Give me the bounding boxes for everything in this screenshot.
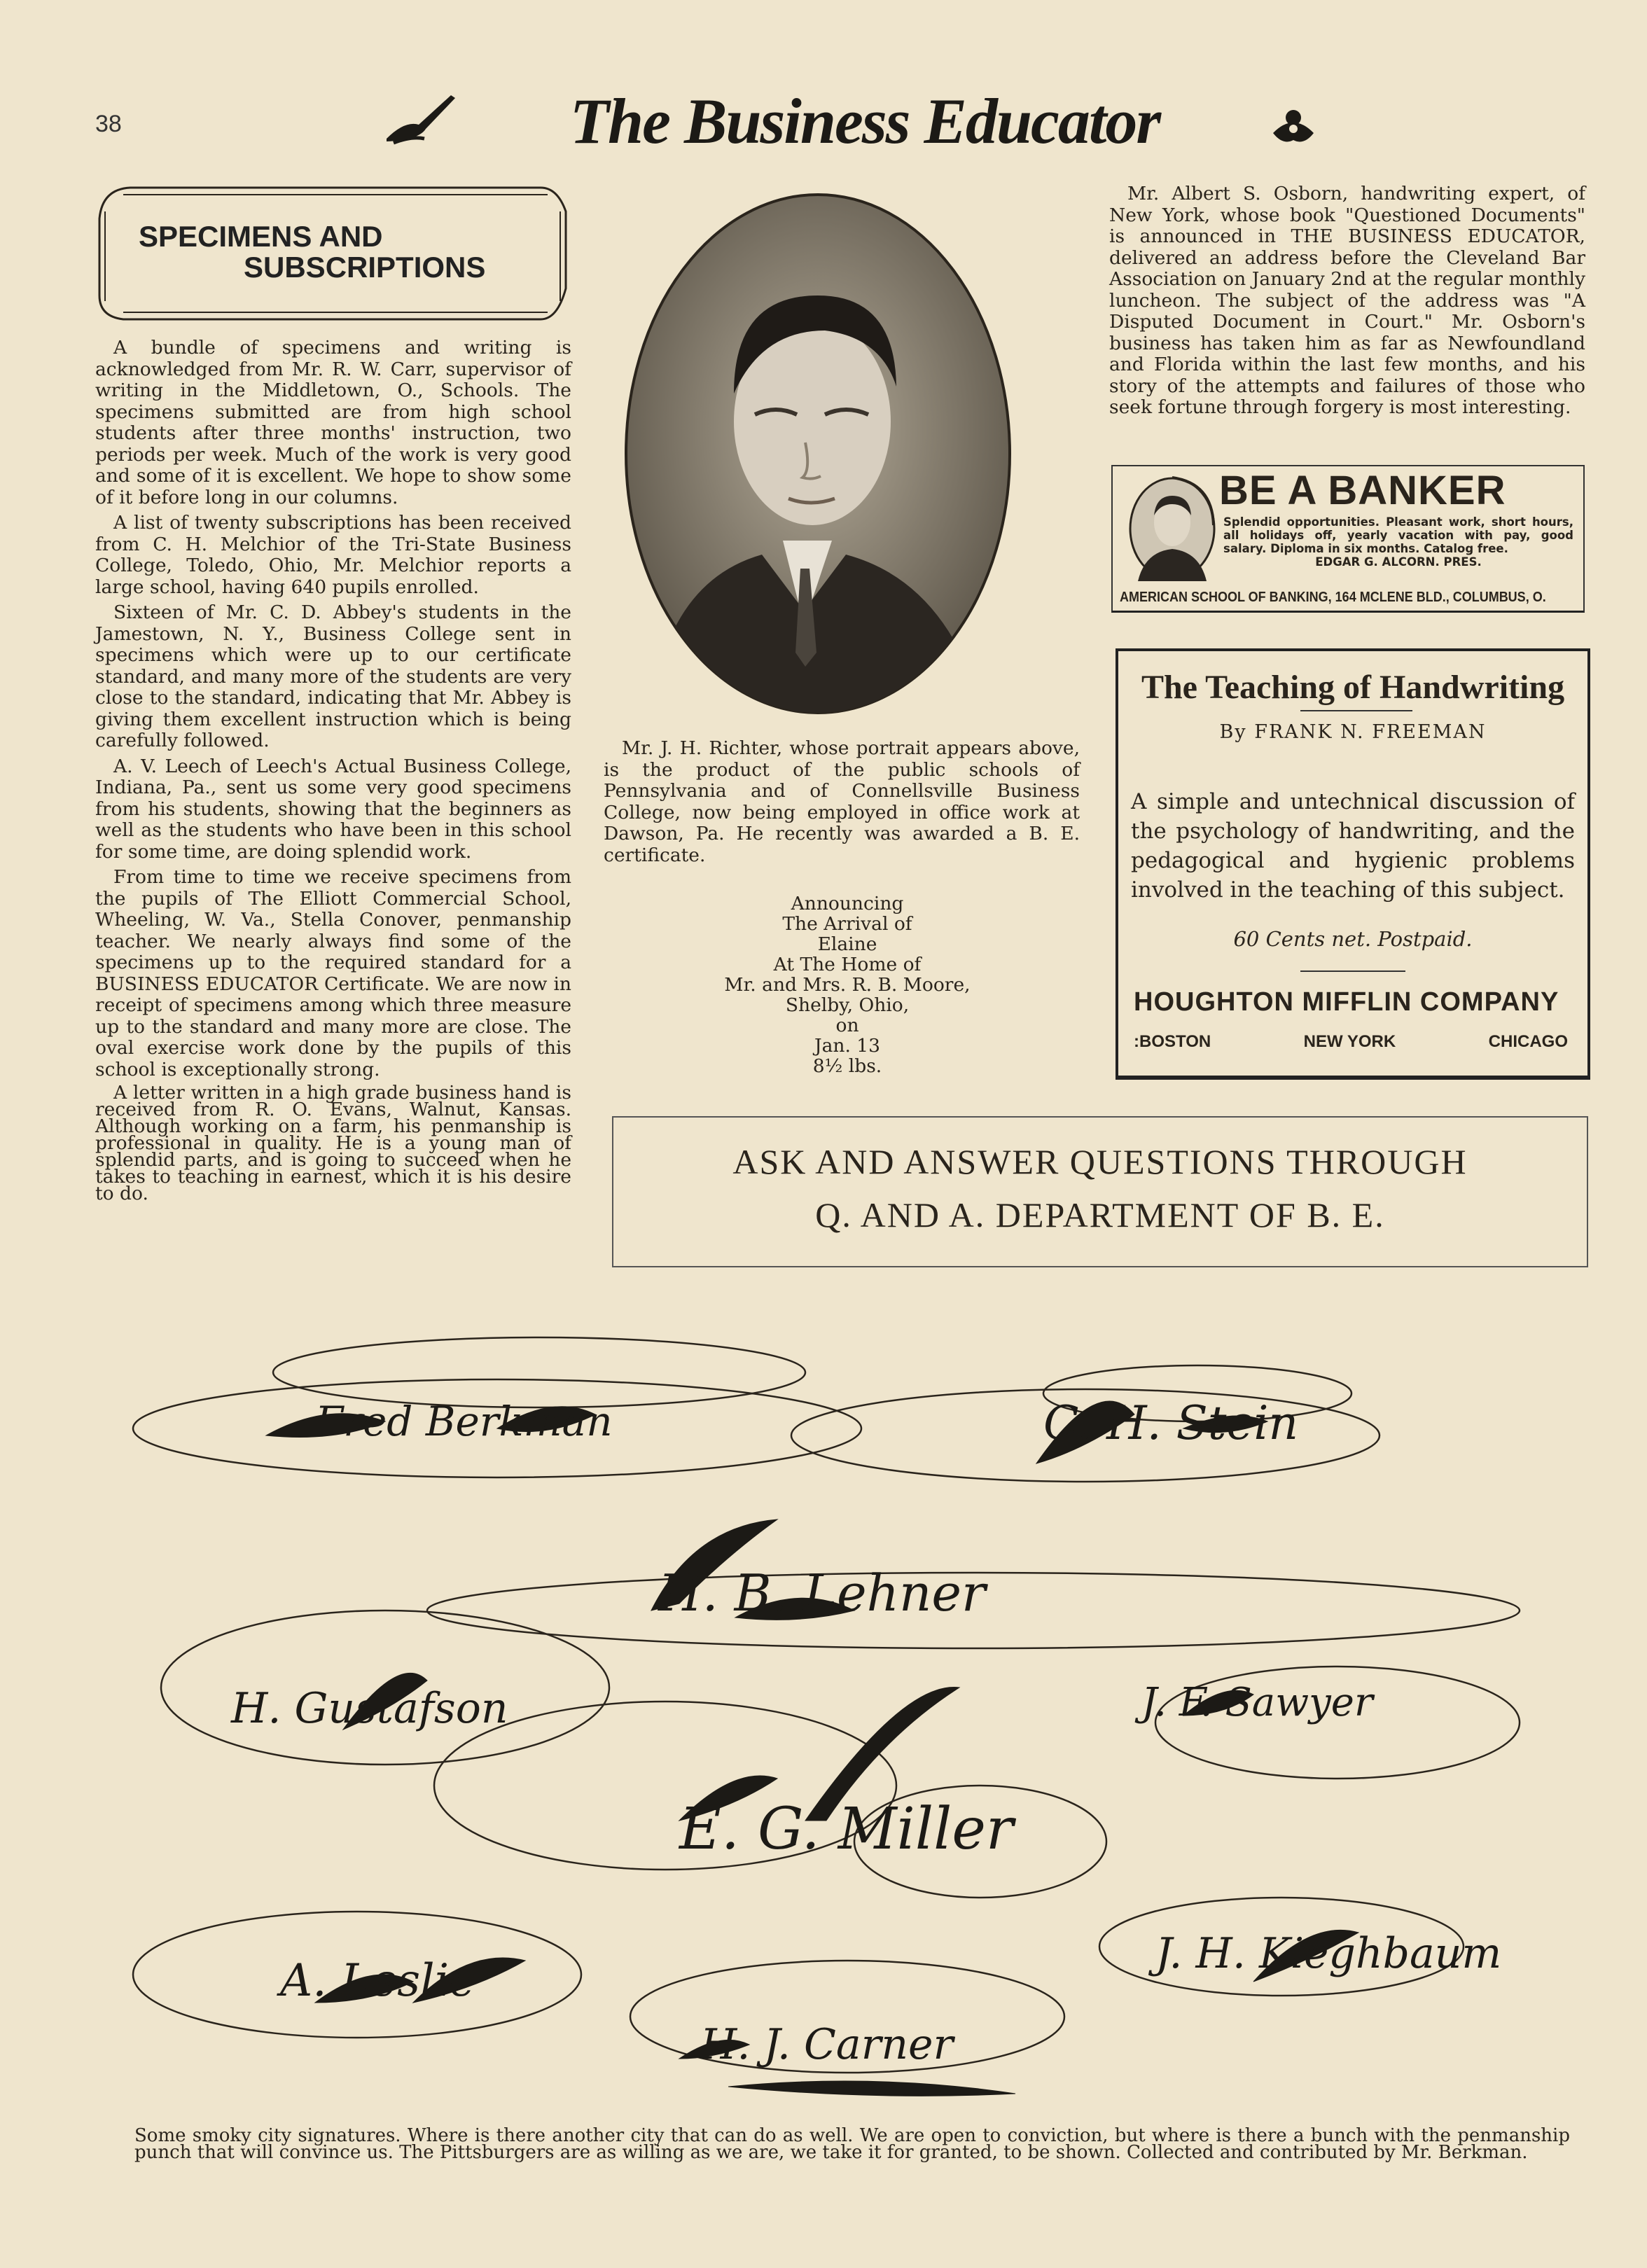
section-title-line1: SPECIMENS AND [139, 220, 383, 253]
banker-headline: BE A BANKER [1219, 468, 1506, 513]
crown-ornament-icon [1269, 105, 1318, 147]
signature-gustafson: H. Gustafson [231, 1684, 508, 1733]
paragraph-elliott: From time to time we receive specimens from the pupils of The Elliott Commercial School, Wheeling, W. Va., Stella Conover, penmanship teacher. We nearly always find some of the specimens up to the required standard for a BUSINESS EDUCATOR Certificate. We are now in receipt of specimens among which three measure up to the standard and many more are close. The oval exercise work done by the pupils of this school is exceptionally strong. [95, 866, 571, 1080]
qa-line2: Q. AND A. DEPARTMENT OF B. E. [815, 1195, 1385, 1234]
signature-sawyer: J. F. Sawyer [1141, 1680, 1373, 1725]
banker-address: AMERICAN SCHOOL OF BANKING, 164 MCLENE BLD., COLUMBUS, O. [1120, 590, 1546, 605]
banker-advertisement [1111, 465, 1585, 613]
birth-announcement [686, 893, 1008, 1076]
announcement-line: 8½ lbs. [812, 1055, 882, 1077]
signature-stein: C. H. Stein [1043, 1396, 1299, 1450]
paragraph-evans: A letter written in a high grade business hand is received from R. O. Evans, Walnut, Kansas. Although working on a farm, his penmanship is professional in quality. He is a young man of splendid parts, and is going to succeed when he takes to teaching in earnest, which it is his desire to do. [95, 1082, 571, 1204]
book-price: 60 Cents net. Postpaid. [1233, 927, 1473, 951]
portrait-caption [604, 738, 1080, 870]
signature-names [230, 1396, 1501, 2069]
handwriting-book-advertisement [1116, 648, 1590, 1080]
announcement-line: Jan. 13 [814, 1035, 881, 1057]
announcement-line: Elaine [817, 933, 877, 955]
publisher-name: HOUGHTON MIFFLIN COMPANY [1134, 987, 1559, 1017]
announcement-line: Announcing [791, 893, 904, 914]
paragraph-carr: A bundle of specimens and writing is acknowledged from Mr. R. W. Carr, supervisor of writing in the Middletown, O., Schools. The specimens submitted are from high school students after three months' instruction, two periods per week. Much of the work is very good and some of it is excellent. We hope to show some of it before long in our columns. [95, 337, 571, 508]
signature-carner: H. J. Carner [700, 2020, 954, 2069]
portrait-image [622, 190, 1014, 717]
city-boston: :BOSTON [1134, 1032, 1211, 1051]
paragraph-leech: A. V. Leech of Leech's Actual Business College, Indiana, Pa., sent us some very good specimens from his students, showing that the beginners as well as the students who have been in this school for some time, are doing splendid work. [95, 755, 571, 863]
penmanship-signatures [105, 1288, 1576, 2122]
osborn-text: Mr. Albert S. Osborn, handwriting expert, of New York, whose book "Questioned Documents" is announced in THE BUSINESS EDUCATOR, delivered an address before the Cleveland Bar Association on January 2nd at the regular monthly luncheon. The subject of the address was "A Disputed Document in Court." Mr. Osborn's business has taken him as far as Newfoundland and Florida within the last few months, and his story of the attempts and failures of those who seek fortune through forgery is most interesting. [1109, 183, 1585, 418]
paragraph-melchior: A list of twenty subscriptions has been received from C. H. Melchior of the Tri-State Business College, Toledo, Ohio, Mr. Melchior reports a large school, having 640 pupils enrolled. [95, 512, 571, 598]
signatures-caption: Some smoky city signatures. Where is there another city that can do as well. We are open to conviction, but where is there a bunch with the penmanship punch that will convince us. The Pittsburgers are as willing as we are, we take it for granted, to be shown. Collected and contributed by Mr. Berkman. [134, 2125, 1570, 2163]
announcement-line: Shelby, Ohio, [785, 994, 910, 1016]
signature-kieghbaum: J. H. Kieghbaum [1155, 1929, 1502, 1978]
city-chicago: CHICAGO [1488, 1032, 1568, 1051]
left-column-text [95, 338, 571, 1206]
osborn-paragraph [1109, 183, 1585, 423]
announcement-line: on [835, 1015, 859, 1036]
book-description: A simple and untechnical discussion of the psychology of handwriting, and the pedagogical and hygienic problems involved in the teaching of this subject. [1131, 789, 1575, 903]
signature-lehner: H. B. Lehner [658, 1564, 986, 1622]
signature-miller: E. G. Miller [679, 1796, 1014, 1863]
city-new-york: NEW YORK [1303, 1032, 1396, 1051]
qa-line1: ASK AND ANSWER QUESTIONS THROUGH [732, 1142, 1468, 1181]
title-rule [1300, 710, 1412, 711]
book-title: The Teaching of Handwriting [1141, 669, 1565, 706]
section-heading-box [95, 183, 571, 323]
signature-leslie: A. Leslie [280, 1955, 475, 2007]
banker-signature: EDGAR G. ALCORN. PRES. [1315, 555, 1482, 569]
page-number: 38 [95, 111, 122, 137]
banker-body-text: Splendid opportunities. Pleasant work, short hours, all holidays off, yearly vacation with pay, good salary. Diploma in six months. Catalog free. [1223, 515, 1573, 555]
signature-berkman: Fred Berkman [315, 1398, 613, 1445]
qa-department-banner [612, 1116, 1588, 1267]
section-title-line2: SUBSCRIPTIONS [244, 251, 486, 284]
announcement-line: The Arrival of [782, 913, 912, 935]
price-rule [1300, 970, 1405, 972]
announcement-line: At The Home of [773, 954, 922, 975]
banker-body [1223, 515, 1573, 569]
announcement-line: Mr. and Mrs. R. B. Moore, [724, 974, 971, 996]
book-byline: By FRANK N. FREEMAN [1219, 721, 1487, 743]
quill-ornament-icon [384, 90, 461, 146]
paragraph-abbey: Sixteen of Mr. C. D. Abbey's students in the Jamestown, N. Y., Business College sent in specimens which were up to our certificate standard, and many more of the students are very close to the standard, indicating that Mr. Abbey is giving them excellent instruction which is being carefully followed. [95, 601, 571, 751]
publisher-cities [1134, 1032, 1568, 1052]
masthead-title: The Business Educator [569, 85, 1160, 157]
portrait-caption-text: Mr. J. H. Richter, whose portrait appears above, is the product of the public schools of Pennsylvania and of Connellsville Business College, now being employed in office work at Dawson, Pa. He recently was awarded a B. E. certificate. [604, 737, 1080, 866]
banker-portrait-image [1128, 476, 1216, 581]
